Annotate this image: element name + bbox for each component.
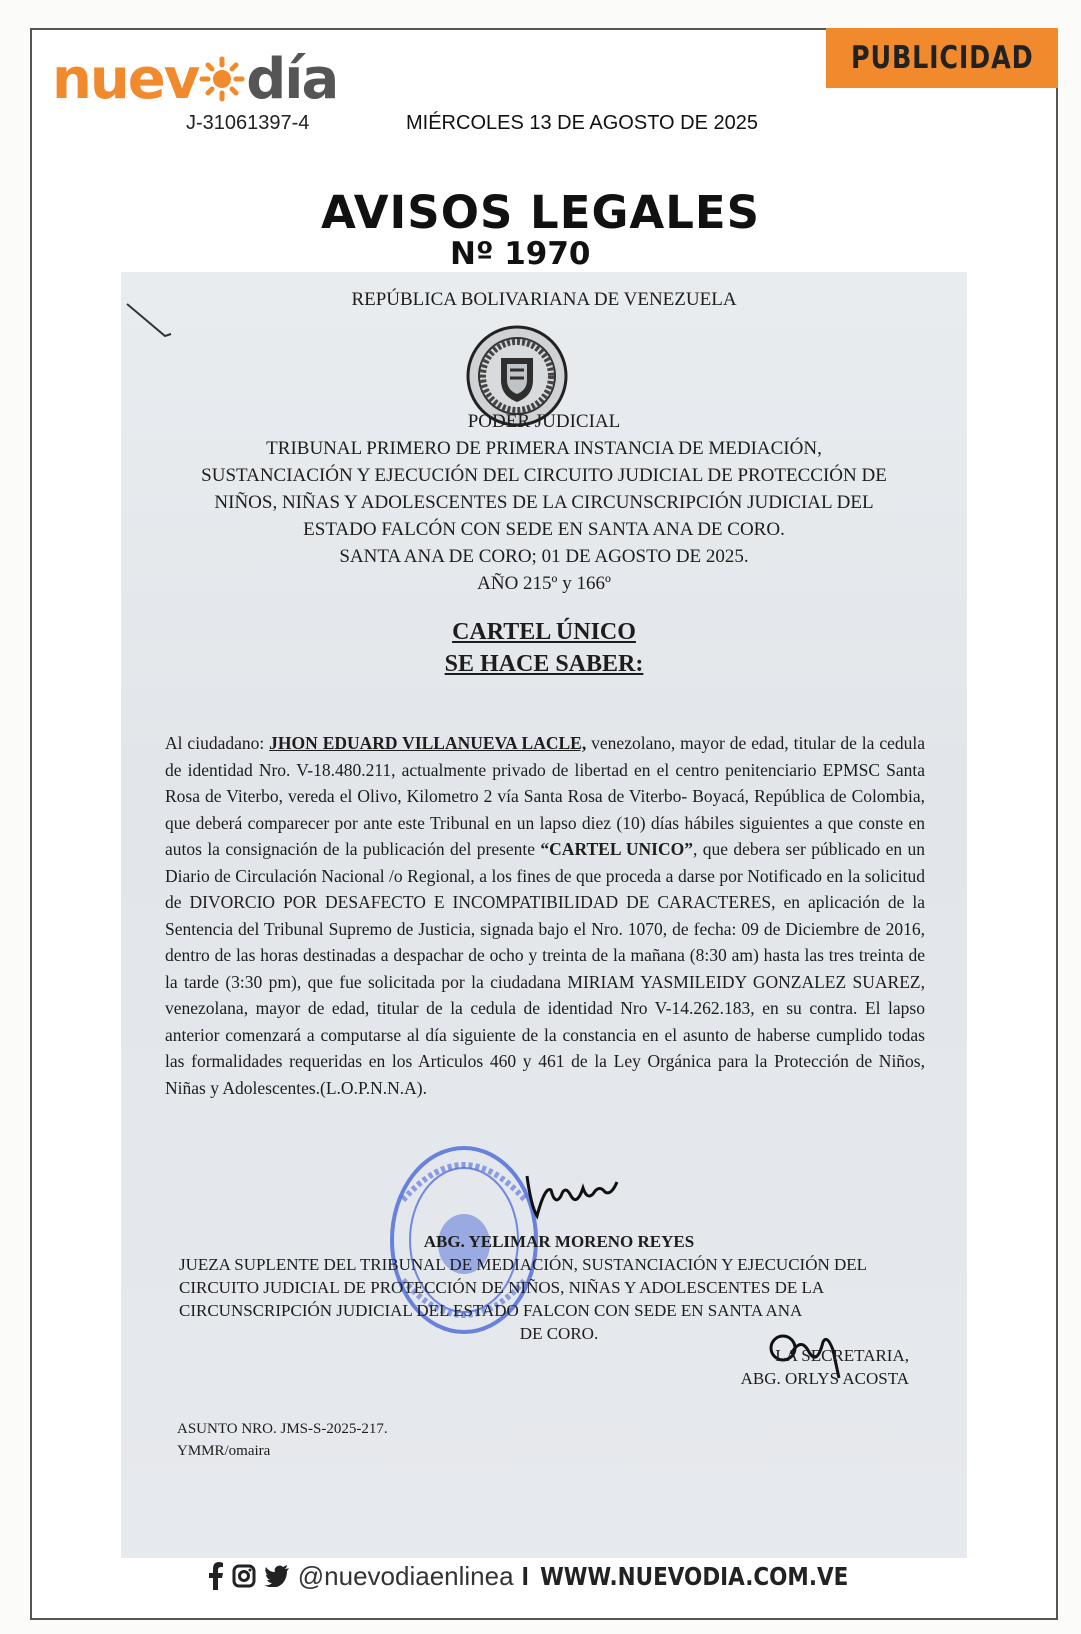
republic-heading: REPÚBLICA BOLIVARIANA DE VENEZUELA [351,289,737,310]
initials: YMMR/omaira [177,1443,271,1459]
defendant-name: JHON EDUARD VILLANUEVA LACLE, [269,733,587,753]
case-number: ASUNTO NRO. JMS-S-2025-217. [177,1421,388,1437]
notice-body: Al ciudadano: JHON EDUARD VILLANUEVA LACLE, venezolano, mayor de edad, titular de la cedula de identidad Nro. V-18.480.211, actualmente privado de libertad en el centro penitenciario EPMSC Santa Rosa de Viterbo, vereda el Olivo, Kilometro 2 vía Santa Rosa de Viterbo- Boyacá, República de Colombia, que deberá comparecer por ante este Tribunal en un lapso diez (10) días hábiles siguientes a que conste en autos la consignación de la publicación del presente “CARTEL UNICO”, que debera ser públicado en un Diario de Circulación Nacional /o Regional, a los fines de que proceda a darse por Notificado en la solicitud de DIVORCIO POR DESAFECTO E INCOMPATIBILIDAD DE CARACTERES, en aplicación de la Sentencia del Tribunal Supremo de Justicia, signada bajo el Nro. 1070, de fecha: 09 de Diciembre de 2016, dentro de las horas destinadas a despachar de ocho y treinta de la mañana (8:30 am) hasta las tres treinta de la tarde (3:30 pm), que fue solicitada por la ciudadana MIRIAM YASMILEIDY GONZALEZ SUAREZ, venezolana, mayor de edad, titular de la cedula de identidad Nro V-14.262.183, en su contra. El lapso anterior comenzará a computarse al día siguiente de la constancia en el asunto de haberse cumplido todas las formalidades requeridas en los Articulos 460 y 461 de la Ley Orgánica para la Protección de Niños, Niñas y Adolescentes.(L.O.P.N.N.A). [165,733,926,1098]
judge-role-end: DE CORO. [519,1324,599,1343]
secretary-title: LA SECRETARIA, [775,1346,909,1365]
court-heading: PODER JUDICIAL TRIBUNAL PRIMERO DE PRIMERA INSTANCIA DE MEDIACIÓN, SUSTANCIACIÓN Y EJECUCIÓN DEL CIRCUITO JUDICIAL DE PROTECCIÓN DE NIÑOS, NIÑAS Y ADOLESCENTES DE LA CIRCUNSCRIPCIÓN JUDICIAL DEL ESTADO FALCÓN CON SEDE EN SANTA ANA DE CORO. SANTA ANA DE CORO; 01 DE AGOSTO DE 2025. AÑO 215º y 166º [201,411,887,594]
secretary-name: ABG. ORLYS ACOSTA [740,1369,909,1388]
facebook-icon[interactable] [208,1562,224,1590]
legal-notice-scan [121,272,967,1558]
nuevodia-logo: nuev día [52,46,338,112]
judge-role: JUEZA SUPLENTE DEL TRIBUNAL DE MEDIACIÓN, SUSTANCIACIÓN Y EJECUCIÓN DEL CIRCUITO JUDICIAL DE PROTECCIÓN DE NIÑOS, NIÑAS Y ADOLESCENTES DE LA CIRCUNSCRIPCIÓN JUDICIAL DEL ESTADO FALCON CON SEDE EN SANTA ANA [179,1255,867,1320]
secretary-block [689,1344,909,1390]
judge-name: ABG. YELIMAR MORENO REYES [423,1232,695,1251]
case-reference [177,1418,388,1462]
notice-number: Nº 1970 [450,236,591,272]
issue-date: MIÉRCOLES 13 DE AGOSTO DE 2025 [406,112,758,134]
footer-separator: I [521,1560,529,1591]
section-title: AVISOS LEGALES [320,186,761,239]
badge-label: PUBLICIDAD [850,40,1034,76]
judge-block [179,1230,939,1345]
footer [0,1556,1081,1596]
twitter-icon[interactable] [264,1565,290,1587]
sun-icon [199,56,245,102]
rif-number: J-31061397-4 [186,112,310,134]
social-handle[interactable]: @nuevodiaenlinea [297,1560,514,1591]
instagram-icon[interactable] [232,1564,256,1588]
judge-signature [521,1166,641,1222]
cartel-subtitle: SE HACE SABER: [444,651,644,677]
cartel-title: CARTEL ÚNICO [452,619,636,645]
website-link[interactable]: WWW.NUEVODIA.COM.VE [539,1561,849,1591]
publicidad-badge [826,28,1058,88]
